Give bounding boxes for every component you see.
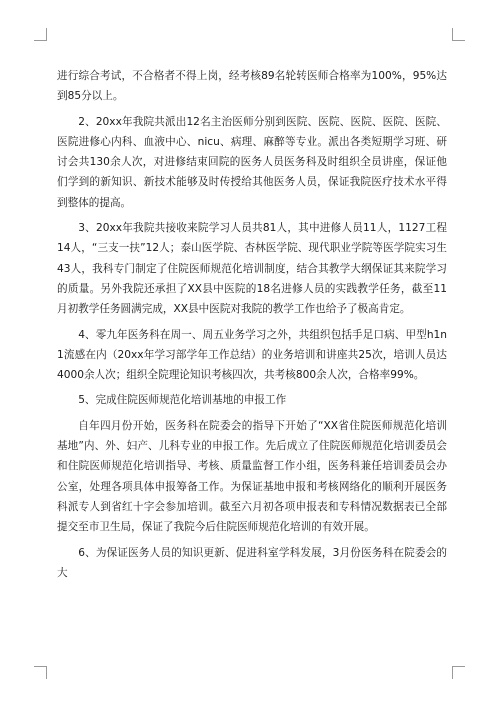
paragraph-6: 自年四月份开始，医务科在院委会的指导下开始了“XX省住院医师规范化培训基地”内、外、妇产、儿科专业的申报工作。先后成立了住院医师规范化培训委员会和住院医师规范化培训指导、考核、质量监督工作小组，医务科兼任培训委员会办公室，处理各项具体申报筹备工作。为保证基地申报和考核网络化的顺利开展医务科派专人到省红十字会参加培训。截至六月初各项申报表和专科情况数据表已全部提交至市卫生局，保证了我院今后住院医师规范化培训的有效开展。 [57, 419, 447, 534]
paragraph-7: 6、为保证医务人员的知识更新、促进科室学科发展，3月份医务科在院委会的大 [57, 546, 447, 579]
crop-mark-bottom-right [452, 666, 465, 679]
paragraph-4: 4、零九年医务科在周一、周五业务学习之外，共组织包括手足口病、甲型h1n1流感在内（20xx年学习部学年工作总结）的业务培训和讲座共25次，培训人员达4000余人次；组织全院理论知识考核四次，共考核800余人次，合格率99%。 [57, 328, 447, 382]
crop-mark-top-left [34, 28, 47, 41]
crop-mark-top-right [452, 28, 465, 41]
paragraph-1: 进行综合考试，不合格者不得上岗，经考核89名轮转医师合格率为100%，95%达到85分以上。 [57, 70, 447, 103]
document-body [57, 66, 447, 583]
crop-mark-bottom-left [34, 666, 47, 679]
section-heading-5: 5、完成住院医师规范化培训基地的申报工作 [78, 394, 287, 407]
paragraph-3: 3、20xx年我院共接收来院学习人员共81人，其中进修人员11人，1127工程14人，“三支一扶”12人；泰山医学院、杏林医学院、现代职业学院等医学院实习生43人，我科专门制定了住院医师规范化培训制度，结合其教学大纲保证其来院学习的质量。另外我院还承担了XX县中医院的18名进修人员的实践教学任务，截至11月初教学任务圆满完成，XX县中医院对我院的教学工作也给予了极高肯定。 [57, 222, 447, 316]
paragraph-2: 2、20xx年我院共派出12名主治医师分别到医院、医院、医院、医院、医院、医院进修心内科、血液中心、nicu、病理、麻醉等专业。派出各类短期学习班、研讨会共130余人次，对进修结束回院的医务人员医务科及时组织全员讲座，保证他们学到的新知识、新技术能够及时传授给其他医务人员，保证我院医疗技术水平得到整体的提高。 [57, 115, 447, 209]
